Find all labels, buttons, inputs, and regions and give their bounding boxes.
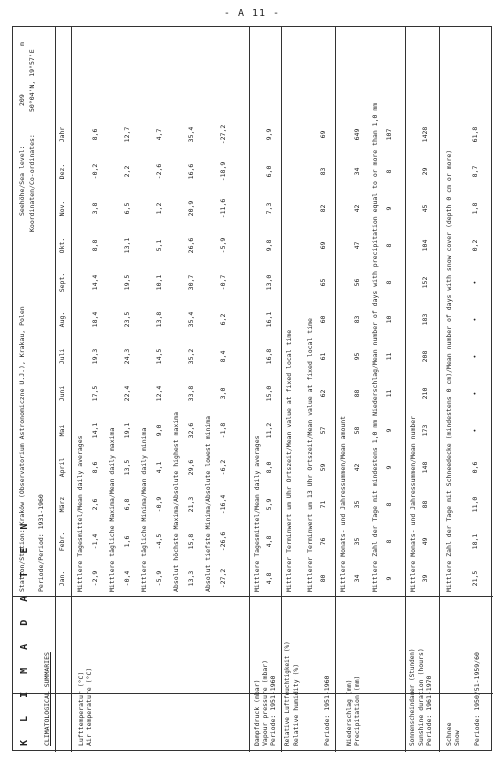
table-cell: 8: [385, 243, 393, 248]
temp-label-en: Air temperature (°C): [85, 667, 93, 746]
table-cell: -26,6: [219, 531, 227, 552]
table-cell: 45: [421, 204, 429, 213]
table-cell: 14,1: [91, 422, 99, 439]
table-cell: 9,9: [265, 128, 273, 141]
period-label: Periode/Period: 1931-1960: [37, 494, 45, 592]
row-description: Mittlere Tagesmittel/Mean daily averages: [76, 435, 84, 592]
climate-table-rotated: [13, 27, 493, 752]
table-cell: 61: [319, 352, 327, 361]
row-description: Mittlere tägliche Maxima/Mean daily maxima: [108, 427, 116, 592]
snow-label-en: Snow: [453, 730, 461, 746]
table-cell: 13,1: [123, 237, 131, 254]
divider: [249, 27, 250, 752]
table-cell: 8,4: [219, 350, 227, 363]
table-cell: 21,3: [187, 496, 195, 513]
humidity-period: Periode: 1951-1960: [323, 675, 331, 746]
table-cell: 42: [353, 204, 361, 213]
temp-label-de: Lufttemperatur (°C): [77, 671, 85, 746]
table-cell: 60: [319, 315, 327, 324]
sunshine-period: Periode: 1961-1970: [425, 675, 433, 746]
table-cell: •: [471, 280, 479, 285]
table-row: [219, 31, 228, 597]
table-cell: 13,5: [123, 459, 131, 476]
table-cell: 9,0: [155, 424, 163, 437]
table-cell: 11: [385, 389, 393, 398]
table-cell: 80: [319, 574, 327, 583]
table-cell: 21,5: [471, 570, 479, 587]
table-cell: 1,6: [123, 535, 131, 548]
table-cell: 9: [385, 206, 393, 211]
table-cell: 6,8: [123, 498, 131, 511]
table-cell: 18,4: [91, 311, 99, 328]
vapor-period: Periode: 1951-1960: [269, 675, 277, 746]
table-cell: -27,2: [219, 124, 227, 145]
month-header: Nov.: [58, 200, 66, 217]
month-header-row: [58, 31, 68, 597]
sunshine-label-de: Sonnenscheindauer (Stunden): [409, 648, 416, 746]
table-cell: 4,8: [265, 572, 273, 585]
table-cell: 35,4: [187, 311, 195, 328]
table-cell: 13,0: [265, 274, 273, 291]
table-cell: 83: [353, 315, 361, 324]
table-cell: -0,9: [155, 496, 163, 513]
table-cell: 1428: [421, 126, 429, 143]
table-row: [353, 31, 362, 597]
table-cell: 71: [319, 500, 327, 509]
table-cell: 1,8: [471, 202, 479, 215]
table-cell: 35,4: [187, 126, 195, 143]
table-cell: 34: [353, 167, 361, 176]
table-cell: 14,4: [91, 274, 99, 291]
table-cell: 8: [385, 502, 393, 507]
table-cell: 10,1: [155, 274, 163, 291]
table-cell: 69: [319, 241, 327, 250]
row-description: Mittlere Zahl der Tage mit Schneedecke (mindestens 0 cm)/Mean number of days with snow cover (depth 0 cm or more): [445, 149, 453, 592]
precip-label-de: Niederschlag (mm): [345, 679, 353, 746]
table-cell: 8,7: [471, 165, 479, 178]
month-header: Aug.: [58, 311, 66, 328]
row-description: Mittlere Monats- und Jahressummen/Mean amount: [339, 415, 347, 592]
table-cell: 11: [385, 352, 393, 361]
table-cell: 104: [421, 239, 429, 252]
month-header: Mai: [58, 424, 66, 437]
table-cell: 6,2: [219, 313, 227, 326]
table-cell: 649: [353, 128, 361, 141]
table-cell: 7,3: [265, 202, 273, 215]
table-cell: 11,0: [471, 496, 479, 513]
table-cell: •: [471, 391, 479, 396]
elevation-unit: m: [18, 42, 26, 46]
table-row: [123, 31, 132, 597]
table-cell: 8: [385, 539, 393, 544]
table-cell: -1,4: [91, 533, 99, 550]
table-row: [155, 31, 164, 597]
table-cell: 19,5: [123, 274, 131, 291]
table-cell: -6,2: [219, 459, 227, 476]
coords-label: Koordinaten/Co-ordinates:: [28, 134, 36, 232]
table-cell: 62: [319, 389, 327, 398]
vapor-label-de: Dampfdruck (mbar): [253, 679, 261, 746]
table-cell: 6,5: [123, 202, 131, 215]
table-cell: 13,3: [187, 570, 195, 587]
table-cell: 49: [421, 537, 429, 546]
table-cell: 30,7: [187, 274, 195, 291]
sunshine-label-en: Sunshine duration (hours): [417, 648, 425, 746]
table-cell: 8,6: [91, 128, 99, 141]
table-cell: 9: [385, 576, 393, 581]
table-cell: 34: [353, 574, 361, 583]
station-name: Station/Station: Kraków (Observatorium Astronomiczne U.J.), Krakau, Polen: [18, 306, 26, 592]
table-cell: -16,4: [219, 494, 227, 515]
table-cell: 152: [421, 276, 429, 289]
table-cell: -11,6: [219, 198, 227, 219]
table-cell: 3,0: [219, 387, 227, 400]
table-cell: 26,6: [187, 237, 195, 254]
row-description: Absolut höchste Maxima/Absolute highest maxima: [172, 411, 180, 592]
page-title: K L I M A D A T E N: [19, 517, 30, 746]
month-header: Jan.: [58, 570, 66, 587]
table-cell: 8,8: [91, 239, 99, 252]
table-cell: 18,1: [471, 533, 479, 550]
table-cell: 9,8: [265, 239, 273, 252]
table-cell: -0,4: [123, 570, 131, 587]
table-cell: 107: [385, 128, 393, 141]
table-cell: 12,7: [123, 126, 131, 143]
snow-period: Periode: 1950/51-1959/60: [473, 652, 481, 746]
table-cell: •: [471, 354, 479, 359]
table-cell: 3,8: [91, 202, 99, 215]
month-header: Dez.: [58, 163, 66, 180]
table-cell: 35: [353, 537, 361, 546]
table-cell: 32,6: [187, 422, 195, 439]
table-cell: -5,9: [219, 237, 227, 254]
table-cell: 35: [353, 500, 361, 509]
row-description: Mittlerer Terminwert um 13 Uhr Ortszeit/Mean value at fixed local time: [306, 318, 314, 592]
month-header: Sept.: [58, 272, 66, 293]
table-cell: •: [471, 428, 479, 433]
table-cell: 6,0: [265, 165, 273, 178]
table-cell: 76: [319, 537, 327, 546]
table-cell: 23,5: [123, 311, 131, 328]
table-cell: -0,2: [91, 163, 99, 180]
table-cell: 82: [319, 204, 327, 213]
table-cell: 4,7: [155, 128, 163, 141]
table-cell: 17,5: [91, 385, 99, 402]
row-description: Mittlere tägliche Minima/Mean daily minima: [140, 427, 148, 592]
table-cell: 10: [385, 315, 393, 324]
elevation-value: 209: [18, 94, 26, 106]
page-number: - A 11 -: [223, 8, 281, 19]
table-cell: 95: [353, 352, 361, 361]
page-subtitle: CLIMATOLOGICAL SUMMARIES: [43, 652, 51, 746]
table-cell: 19,1: [123, 422, 131, 439]
month-header: April: [58, 457, 66, 478]
table-cell: 173: [421, 424, 429, 437]
table-row: [385, 31, 394, 597]
humidity-label-en: Relative humidity (%): [292, 663, 300, 746]
table-cell: -18,9: [219, 161, 227, 182]
table-cell: 4,8: [265, 535, 273, 548]
table-cell: 42: [353, 463, 361, 472]
row-description: Mittlere Zahl der Tage mit mindestens 1,0 mm Niederschlag/Mean number of days with precipitation equal to or more than 1,0 mm: [371, 102, 379, 592]
month-header: Jahr: [58, 126, 66, 143]
table-cell: 61,8: [471, 126, 479, 143]
snow-label-de: Schnee: [445, 722, 453, 746]
table-cell: -27,2: [219, 568, 227, 589]
table-cell: 8: [385, 169, 393, 174]
month-header: Febr.: [58, 531, 66, 552]
table-cell: 5,9: [265, 498, 273, 511]
table-cell: 16,8: [265, 348, 273, 365]
table-cell: 210: [421, 387, 429, 400]
table-cell: 83: [319, 167, 327, 176]
table-row: [187, 31, 196, 597]
divider: [281, 27, 282, 752]
table-cell: 16,6: [187, 163, 195, 180]
climate-table: [12, 26, 492, 751]
table-cell: 35,2: [187, 348, 195, 365]
table-cell: 12,4: [155, 385, 163, 402]
table-cell: 2,6: [91, 498, 99, 511]
table-cell: -2,9: [91, 570, 99, 587]
table-cell: 16,1: [265, 311, 273, 328]
table-cell: 148: [421, 461, 429, 474]
table-cell: 29,6: [187, 459, 195, 476]
table-cell: 57: [319, 426, 327, 435]
table-cell: 4,1: [155, 461, 163, 474]
table-row: [421, 31, 430, 597]
table-cell: 1,2: [155, 202, 163, 215]
table-cell: 59: [319, 463, 327, 472]
divider: [405, 27, 406, 752]
divider: [71, 27, 72, 752]
table-cell: 33,8: [187, 385, 195, 402]
table-cell: 65: [319, 278, 327, 287]
table-row: [265, 31, 274, 597]
coords-value: 50°04'N, 19°57'E: [28, 49, 36, 112]
divider: [335, 27, 336, 752]
table-cell: 208: [421, 350, 429, 363]
month-header: März: [58, 496, 66, 513]
table-cell: 15,8: [187, 533, 195, 550]
month-header: Juni: [58, 385, 66, 402]
table-row: [471, 31, 480, 597]
row-description: Mittlere Tagesmittel/Mean daily averages: [253, 435, 261, 592]
table-cell: 88: [421, 500, 429, 509]
table-cell: 24,3: [123, 348, 131, 365]
table-cell: 88: [353, 389, 361, 398]
vapor-label-en: Vapour pressure (mbar): [261, 659, 269, 746]
table-cell: 8,0: [265, 461, 273, 474]
table-row: [319, 31, 328, 597]
table-cell: 5,1: [155, 239, 163, 252]
row-description: Absolut tiefste Minima/Absolute lowest minima: [204, 415, 212, 592]
table-cell: -1,8: [219, 422, 227, 439]
table-cell: 0,6: [471, 461, 479, 474]
row-description: Mittlerer Terminwert um Uhr Ortszeit/Mean value at fixed local time: [285, 329, 293, 592]
month-header: Juli: [58, 348, 66, 365]
table-row: [91, 31, 100, 597]
table-cell: 58: [353, 426, 361, 435]
table-cell: 9: [385, 428, 393, 433]
divider: [439, 27, 440, 752]
table-cell: 183: [421, 313, 429, 326]
table-cell: 8,6: [91, 461, 99, 474]
table-cell: 11,2: [265, 422, 273, 439]
table-cell: 8: [385, 280, 393, 285]
table-cell: -4,5: [155, 533, 163, 550]
table-cell: 20,9: [187, 200, 195, 217]
table-cell: -0,7: [219, 274, 227, 291]
table-cell: 29: [421, 167, 429, 176]
table-cell: 56: [353, 278, 361, 287]
table-cell: 15,0: [265, 385, 273, 402]
humidity-label-de: Relative Luftfeuchtigkeit (%): [284, 641, 291, 746]
table-cell: 69: [319, 130, 327, 139]
row-description: Mittlere Monats- und Jahressummen/Mean number: [409, 415, 417, 592]
month-header: Okt.: [58, 237, 66, 254]
table-cell: 47: [353, 241, 361, 250]
table-cell: -5,9: [155, 570, 163, 587]
precip-label-en: Precipitation (mm): [353, 675, 361, 746]
table-cell: 14,5: [155, 348, 163, 365]
sea-level-label: Seehöhe/Sea level:: [18, 145, 26, 216]
table-cell: 39: [421, 574, 429, 583]
table-cell: 2,2: [123, 165, 131, 178]
table-cell: -2,6: [155, 163, 163, 180]
table-cell: 19,3: [91, 348, 99, 365]
table-cell: •: [471, 317, 479, 322]
table-cell: 13,8: [155, 311, 163, 328]
table-cell: 9: [385, 465, 393, 470]
table-cell: 0,2: [471, 239, 479, 252]
table-cell: 22,4: [123, 385, 131, 402]
divider: [55, 27, 56, 752]
